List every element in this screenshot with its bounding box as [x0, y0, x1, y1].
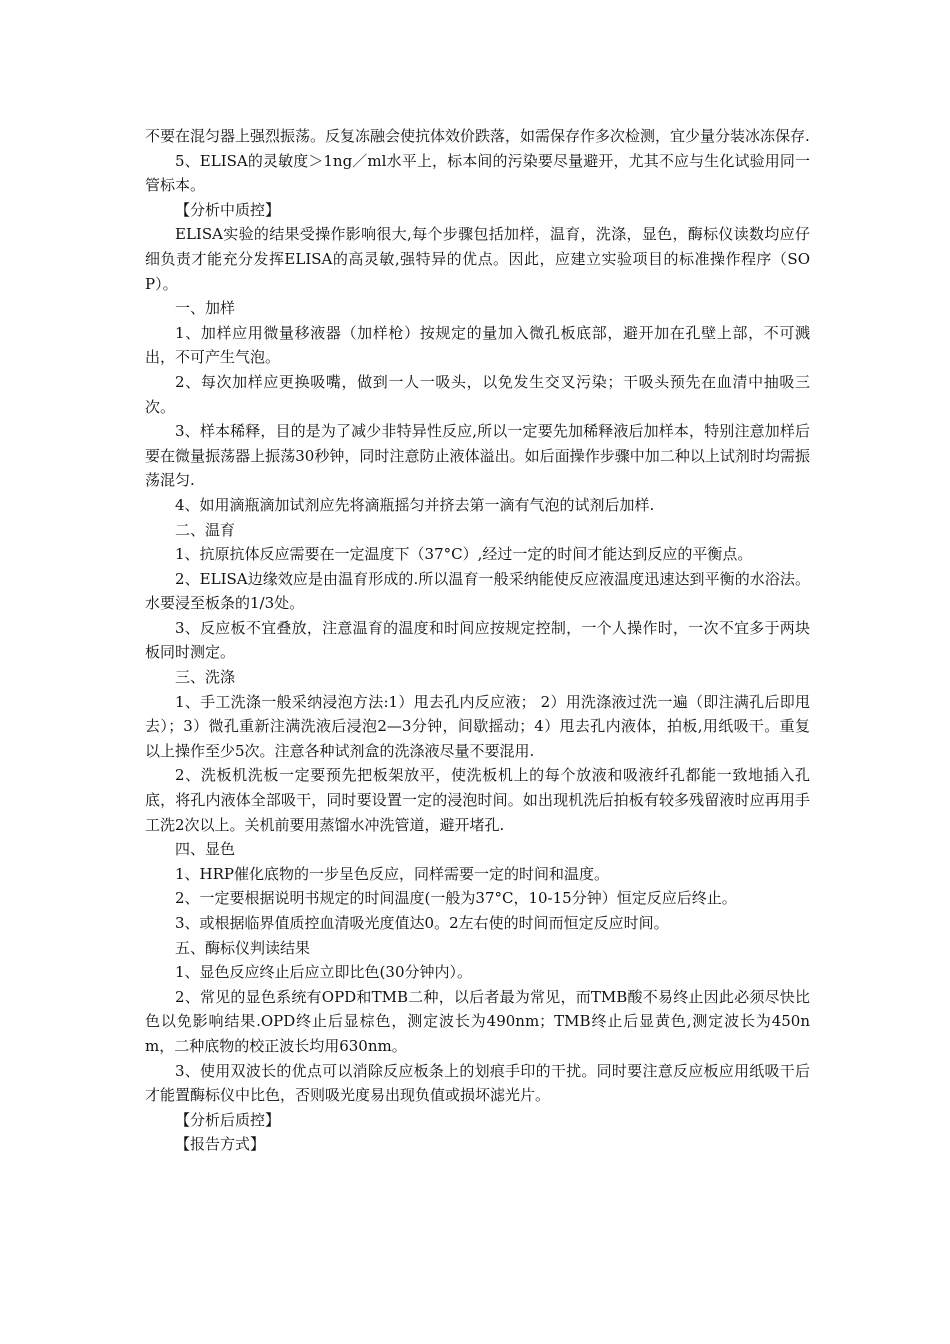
paragraph: 一、加样: [175, 299, 236, 318]
paragraph: 1、手工洗涤一般采纳浸泡方法:1）甩去孔内反应液； 2）用洗涤液过洗一遍（即注满孔后即甩去）；3）微孔重新注满洗液后浸泡2—3分钟，间歇摇动；4）甩去孔内液体，拍板,用纸吸干。重复以上操作至少5次。注意各种试剂盒的洗涤液尽量不要混用.: [145, 692, 810, 760]
paragraph: 二、温育: [175, 520, 236, 539]
paragraph: 3、使用双波长的优点可以消除反应板条上的划痕手印的干扰。同时要注意反应板应用纸吸干后才能置酶标仪中比色，否则吸光度易出现负值或损坏滤光片。: [145, 1061, 810, 1105]
paragraph: 2、每次加样应更换吸嘴，做到一人一吸头，以免发生交叉污染；干吸头预先在血清中抽吸三次。: [145, 372, 810, 416]
document-body: [145, 124, 810, 1157]
paragraph: 5、ELISA的灵敏度＞1ng／ml水平上，标本间的污染要尽量避开，尤其不应与生化试验用同一管标本。: [145, 151, 810, 195]
paragraph: 四、显色: [175, 840, 236, 859]
paragraph: 4、如用滴瓶滴加试剂应先将滴瓶摇匀并挤去第一滴有气泡的试剂后加样.: [175, 495, 655, 514]
paragraph: 1、HRP催化底物的一步呈色反应，同样需要一定的时间和温度。: [175, 864, 610, 883]
paragraph: 3、样本稀释，目的是为了减少非特异性反应,所以一定要先加稀释液后加样本，特别注意加样后要在微量振荡器上振荡30秒钟，同时注意防止液体溢出。如后面操作步骤中加二种以上试剂时均需振荡混匀.: [145, 422, 810, 490]
paragraph: ELISA实验的结果受操作影响很大,每个步骤包括加样，温育，洗涤，显色，酶标仪读数均应仔细负责才能充分发挥ELISA的高灵敏,强特异的优点。因此，应建立实验项目的标准操作程序（SOP）。: [145, 225, 810, 293]
paragraph: 不要在混匀器上强烈振荡。反复冻融会使抗体效价跌落，如需保存作多次检测，宜少量分装冰冻保存.: [145, 127, 810, 145]
paragraph: 2、常见的显色系统有OPD和TMB二种，以后者最为常见，而TMB酸不易终止因此必须尽快比色以免影响结果.OPD终止后显棕色，测定波长为490nm；TMB终止后显黄色,测定波长为450nm，二种底物的校正波长均用630nm。: [145, 987, 810, 1055]
paragraph: 三、洗涤: [175, 668, 236, 687]
paragraph: 2、一定要根据说明书规定的时间温度(一般为37°C，10-15分钟）恒定反应后终止。: [175, 889, 737, 908]
paragraph: 1、抗原抗体反应需要在一定温度下（37°C）,经过一定的时间才能达到反应的平衡点。: [175, 545, 753, 564]
paragraph: 2、ELISA边缘效应是由温育形成的.所以温育一般采纳能使反应液温度迅速达到平衡的水浴法。水要浸至板条的1/3处。: [145, 569, 810, 613]
paragraph: 3、或根据临界值质控血清吸光度值达0。2左右使的时间而恒定反应时间。: [175, 914, 669, 932]
paragraph: 2、洗板机洗板一定要预先把板架放平，使洗板机上的每个放液和吸液纤孔都能一致地插入孔底，将孔内液体全部吸干，同时要设置一定的浸泡时间。如出现机洗后拍板有较多残留液时应再用手工洗2次以上。关机前要用蒸馏水冲洗管道，避开堵孔.: [145, 766, 810, 834]
paragraph: 1、加样应用微量移液器（加样枪）按规定的量加入微孔板底部，避开加在孔壁上部，不可溅出，不可产生气泡。: [145, 323, 810, 367]
paragraph: 【分析后质控】: [175, 1110, 281, 1129]
paragraph: 1、显色反应终止后应立即比色(30分钟内）。: [175, 963, 472, 982]
paragraph: 五、酶标仪判读结果: [175, 938, 311, 957]
paragraph: 【报告方式】: [175, 1135, 266, 1154]
paragraph: 【分析中质控】: [175, 200, 281, 219]
paragraph: 3、反应板不宜叠放，注意温育的温度和时间应按规定控制，一个人操作时，一次不宜多于两块板同时测定。: [145, 618, 810, 662]
